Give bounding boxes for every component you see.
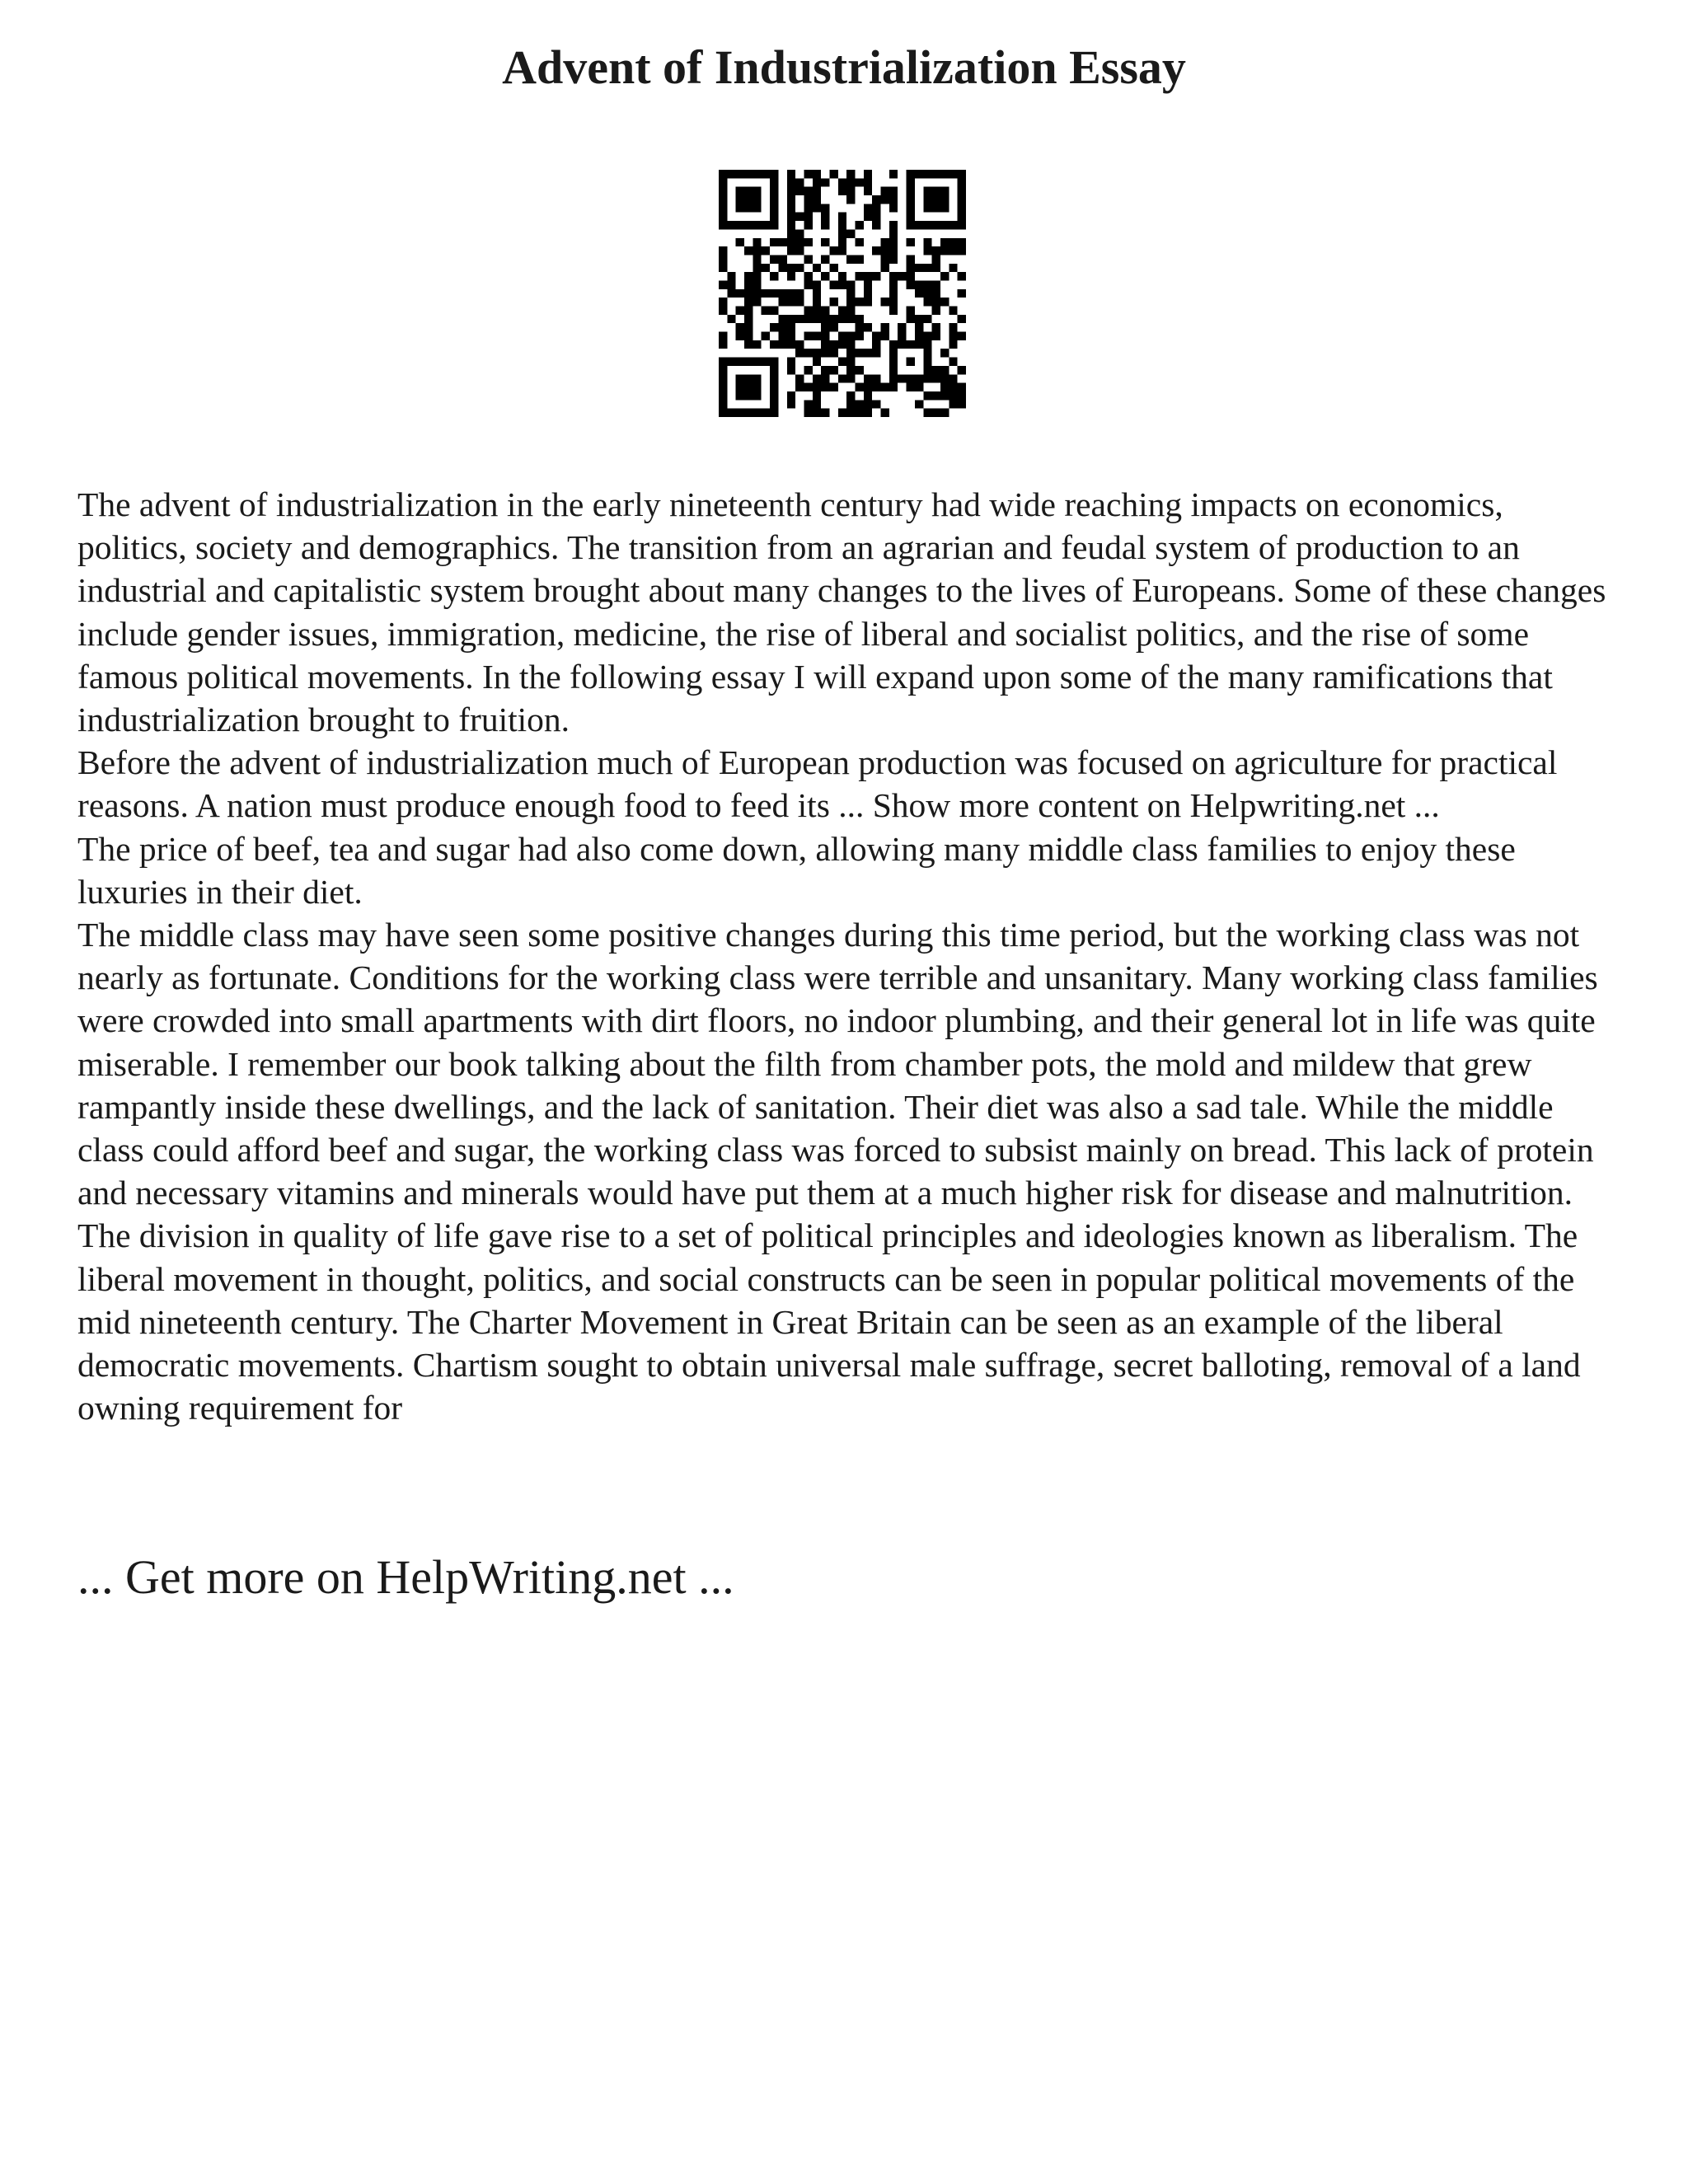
essay-body [77, 483, 1619, 1429]
paragraph-middle-class-diet: The price of beef, tea and sugar had also come down, allowing many middle class families to enjoy these luxuries in their diet. [77, 829, 1516, 911]
paragraph-agriculture: Before the advent of industrialization much of European production was focused on agriculture for practical reasons. A nation must produce enough food to feed its ... Show more content on Helpwriting.net ... [77, 743, 1558, 825]
qr-code-icon [719, 170, 966, 417]
paragraph-liberalism: The division in quality of life gave rise to a set of political principles and ideologies known as liberalism. The liberal movement in thought, politics, and social constructs can be seen in popular political movements of the mid nineteenth century. The Charter Movement in Great Britain can be seen as an example of the liberal democratic movements. Chartism sought to obtain universal male suffrage, secret balloting, removal of a land owning requirement for [77, 1216, 1581, 1427]
document-title: Advent of Industrialization Essay [502, 40, 1186, 94]
paragraph-working-class: The middle class may have seen some positive changes during this time period, but the working class was not nearly as fortunate. Conditions for the working class were terrible and unsanitary. Many working class families were crowded into small apartments with dirt floors, no indoor plumbing, and their general lot in life was quite miserable. I remember our book talking about the filth from chamber pots, the mold and mildew that grew rampantly inside these dwellings, and the lack of sanitation. Their diet was also a sad tale. While the middle class could afford beef and sugar, the working class was forced to subsist mainly on bread. This lack of protein and necessary vitamins and minerals would have put them at a much higher risk for disease and malnutrition. [77, 916, 1598, 1212]
get-more-link[interactable]: ... Get more on HelpWriting.net ... [77, 1550, 734, 1604]
paragraph-intro: The advent of industrialization in the early nineteenth century had wide reaching impacts on economics, politics, society and demographics. The transition from an agrarian and feudal system of production to an industrial and capitalistic system brought about many changes to the lives of Europeans. Some of these changes include gender issues, immigration, medicine, the rise of liberal and socialist politics, and the rise of some famous political movements. In the following essay I will expand upon some of the many ramifications that industrialization brought to fruition. [77, 485, 1606, 739]
